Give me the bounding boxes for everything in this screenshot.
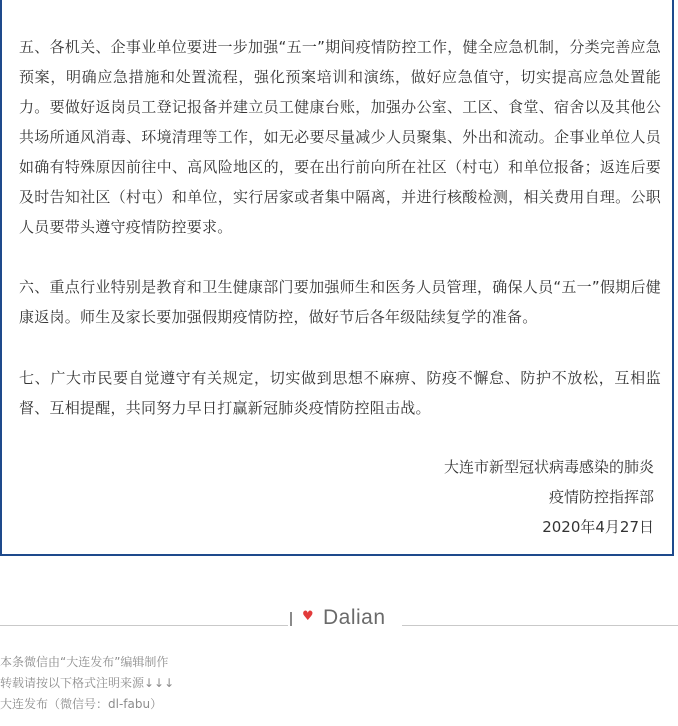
signature-org-line1: 大连市新型冠状病毒感染的肺炎 (443, 458, 654, 476)
divider-line-right (402, 625, 678, 626)
paragraph-seven: 七、广大市民要自觉遵守有关规定，切实做到思想不麻痹、防疫不懈怠、防护不放松，互相监督、互相提醒，共同努力早日打赢新冠肺炎疫情防控阻击战。 (19, 369, 661, 417)
heart-icon: ♥ (302, 609, 314, 624)
paragraph-five: 五、各机关、企事业单位要进一步加强“五一”期间疫情防控工作，健全应急机制，分类完善应急预案，明确应急措施和处置流程，强化预案培训和演练，做好应急值守，切实提高应急处置能力。要做好返岗员工登记报备并建立员工健康台账，加强办公室、工区、食堂、宿舍以及其他公共场所通风消毒、环境清理等工作，如无必要尽量减少人员聚集、外出和流动。企事业单位人员如确有特殊原因前往中、高风险地区的，要在出行前向所在社区（村屯）和单位报备；返连后要及时告知社区（村屯）和单位，实行居家或者集中隔离，并进行核酸检测，相关费用自理。公职人员要带头遵守疫情防控要求。 (19, 38, 661, 236)
brand-text: Dalian (323, 606, 386, 629)
signature-date: 2020年4月27日 (542, 518, 654, 536)
signature-org-line2: 疫情防控指挥部 (548, 488, 654, 506)
footer-source-account: 大连发布（微信号：dl-fabu） (0, 697, 163, 711)
footer-reprint-note: 转载请按以下格式注明来源↓↓↓ (0, 676, 175, 690)
footer-editor-note: 本条微信由“大连发布”编辑制作 (0, 655, 169, 669)
divider-tick (290, 612, 292, 626)
paragraph-six: 六、重点行业特别是教育和卫生健康部门要加强师生和医务人员管理，确保人员“五一”假期后健康返岗。师生及家长要加强假期疫情防控，做好节后各年级陆续复学的准备。 (19, 278, 661, 326)
divider-line-left (0, 625, 288, 626)
